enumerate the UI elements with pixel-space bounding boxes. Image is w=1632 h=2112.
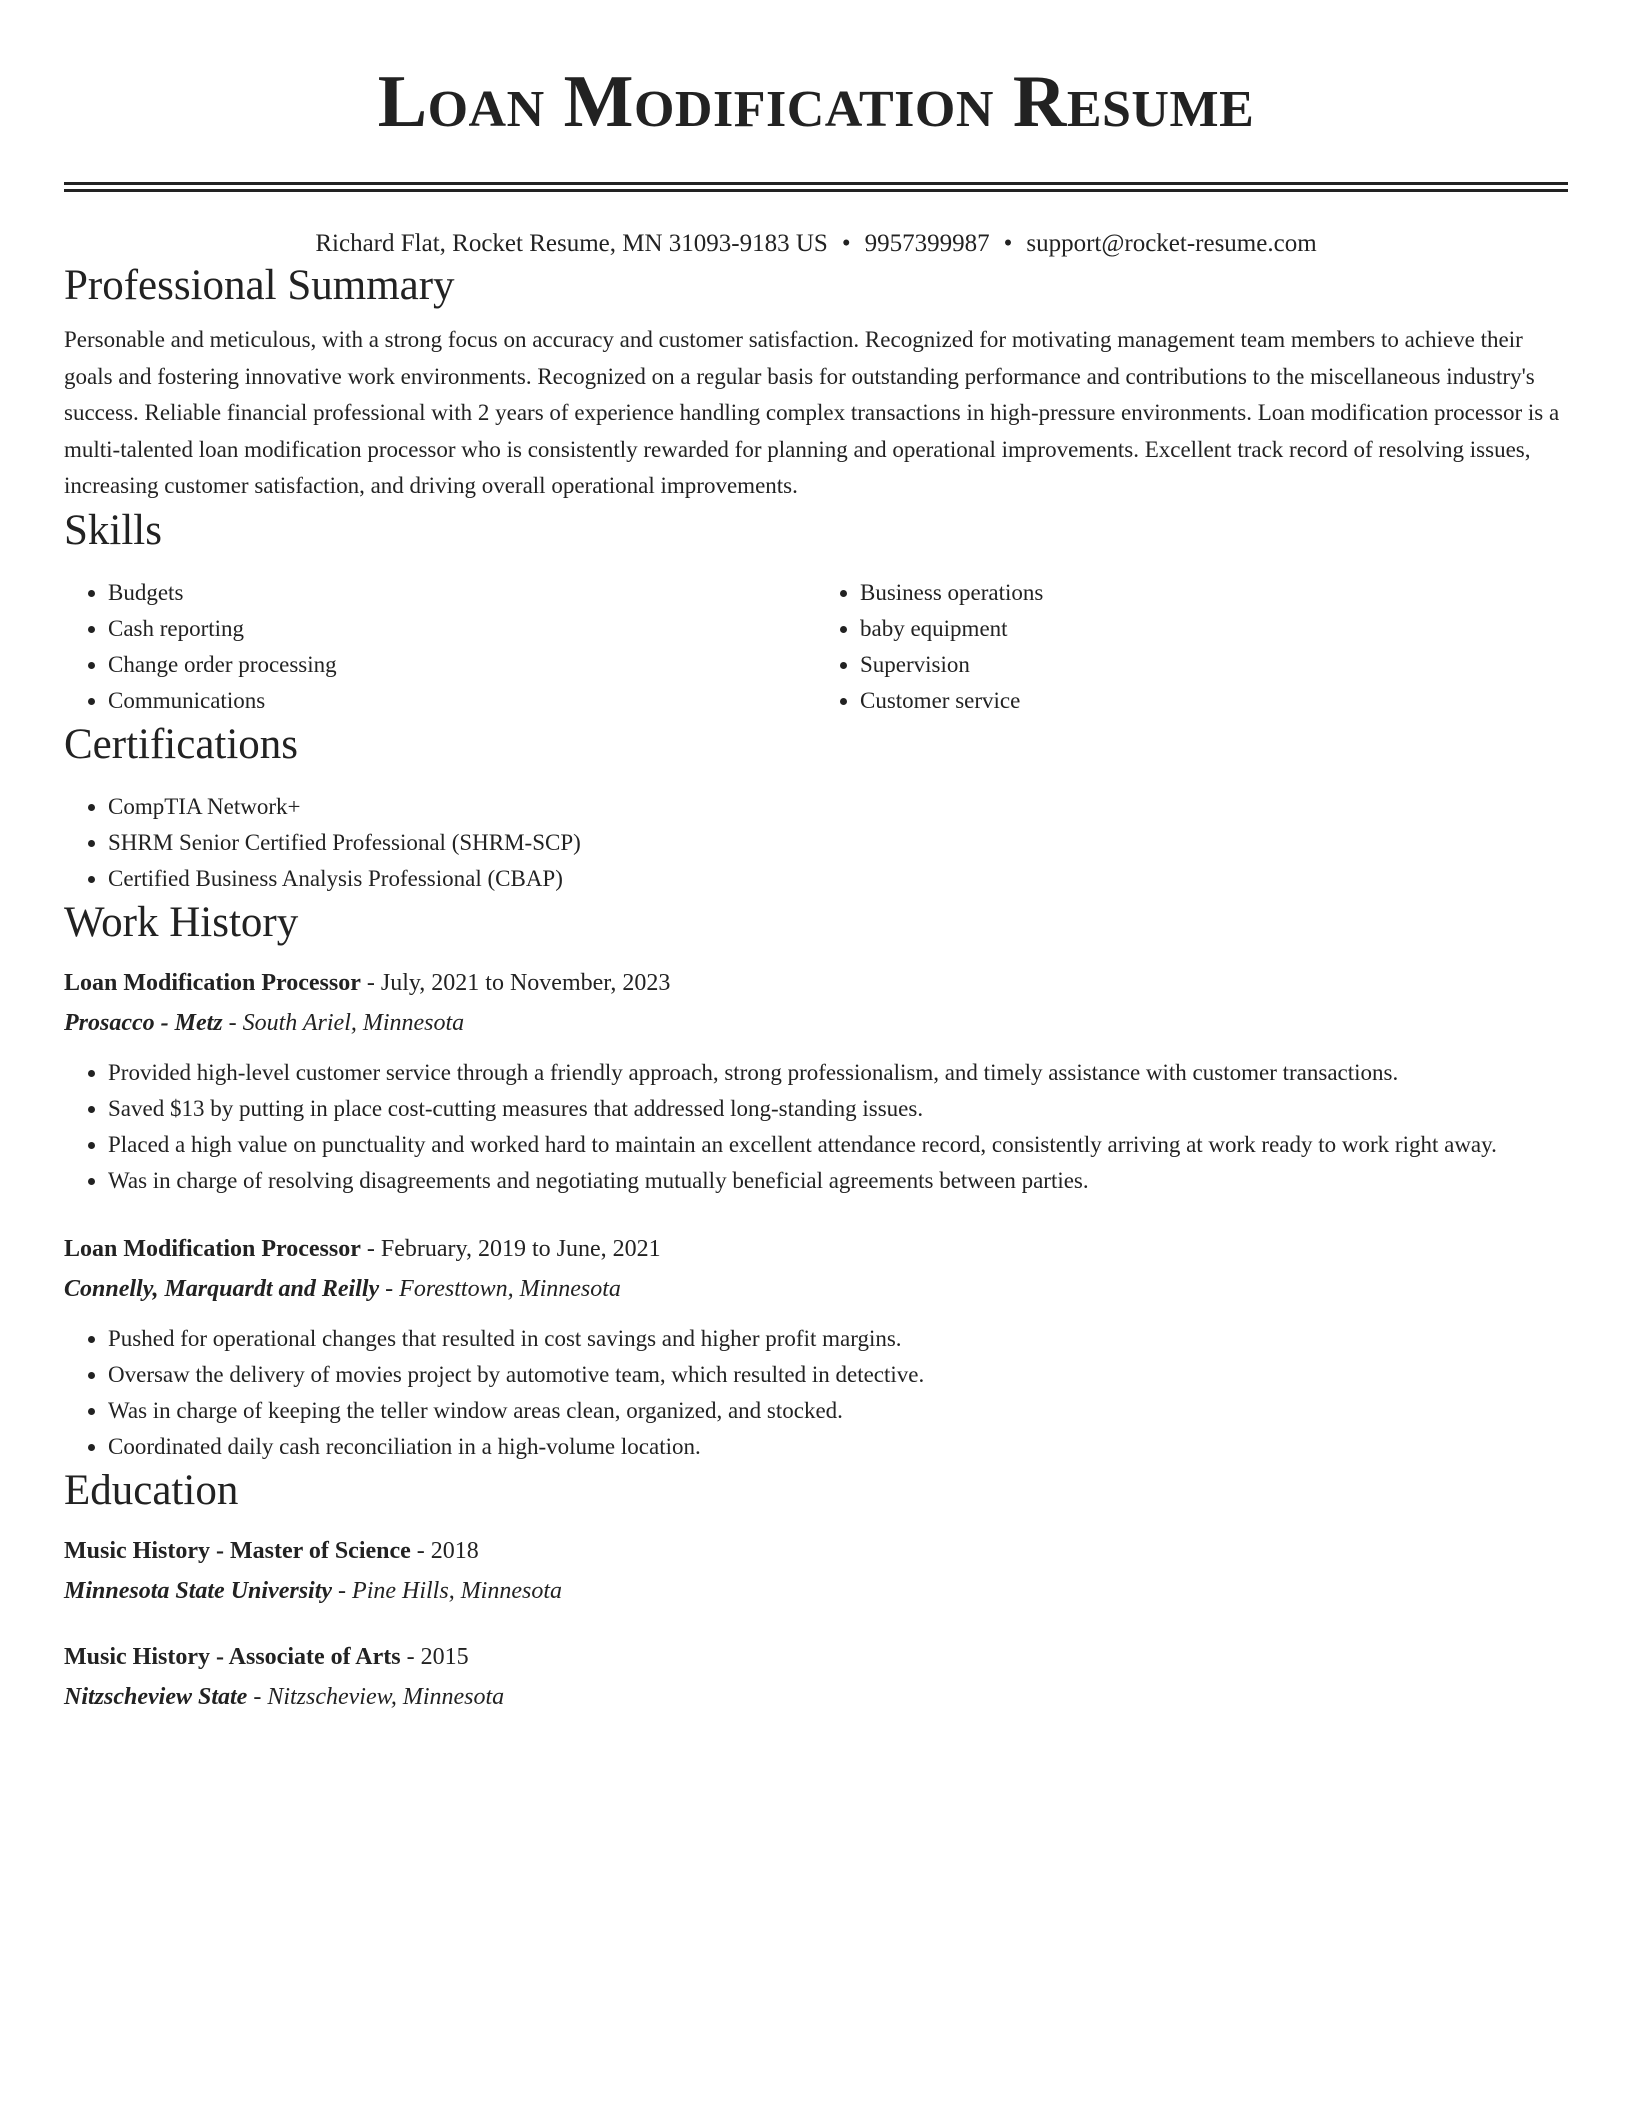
- job-title-line: [64, 965, 1568, 1001]
- degree: Music History - Master of Science: [64, 1537, 411, 1564]
- job-title-line: [64, 1231, 1568, 1267]
- skill-item: • Business operations: [860, 575, 1568, 611]
- certification-item: • CompTIA Network+: [108, 789, 1568, 825]
- school: Minnesota State University: [64, 1577, 333, 1604]
- job-bullet: • Pushed for operational changes that resulted in cost savings and higher profit margins.: [108, 1321, 1568, 1357]
- education-heading: Education: [64, 1466, 239, 1514]
- contact-separator: •: [841, 230, 851, 257]
- job-bullet: • Was in charge of keeping the teller window areas clean, organized, and stocked.: [108, 1393, 1568, 1429]
- education-entry: [64, 1639, 1568, 1715]
- job-bullet: • Was in charge of resolving disagreements and negotiating mutually beneficial agreements between parties.: [108, 1163, 1568, 1199]
- degree: Music History - Associate of Arts: [64, 1643, 401, 1670]
- skills-column-left: [64, 575, 816, 719]
- summary-heading: Professional Summary: [64, 262, 455, 309]
- job-dates: July, 2021 to November, 2023: [380, 969, 671, 996]
- resume-title: Loan Modification Resume: [377, 61, 1255, 143]
- dash: -: [400, 1643, 421, 1670]
- job-title: Loan Modification Processor: [64, 969, 361, 996]
- skill-item: • Communications: [108, 683, 816, 719]
- job-location: Foresttown, Minnesota: [399, 1275, 621, 1302]
- dash: -: [410, 1537, 431, 1564]
- dash: -: [222, 1009, 243, 1036]
- degree-line: [64, 1639, 1568, 1675]
- certification-item: • SHRM Senior Certified Professional (SHRM-SCP): [108, 825, 1568, 861]
- dash: -: [247, 1683, 268, 1710]
- contact-phone: 9957399987: [864, 230, 990, 257]
- skill-item: • Budgets: [108, 575, 816, 611]
- job-company: Prosacco - Metz: [64, 1009, 223, 1036]
- work-history-heading: Work History: [64, 898, 299, 946]
- school-line: [64, 1679, 1568, 1715]
- job-company-line: [64, 1271, 1568, 1307]
- skill-item: • Change order processing: [108, 647, 816, 683]
- job-bullets: [64, 1321, 1568, 1465]
- job-title: Loan Modification Processor: [64, 1235, 361, 1262]
- dash: -: [332, 1577, 353, 1604]
- education-entry: [64, 1533, 1568, 1609]
- certifications-list: [64, 789, 1568, 897]
- job-company: Connelly, Marquardt and Reilly: [64, 1275, 380, 1302]
- job-entry: [64, 1231, 1568, 1465]
- job-bullet: • Placed a high value on punctuality and worked hard to maintain an excellent attendance record, consistently arriving at work ready to work right away.: [108, 1127, 1568, 1163]
- certification-item: • Certified Business Analysis Professional (CBAP): [108, 861, 1568, 897]
- skill-item: • Cash reporting: [108, 611, 816, 647]
- job-bullet: • Oversaw the delivery of movies project by automotive team, which resulted in detective.: [108, 1357, 1568, 1393]
- graduation-year: 2015: [420, 1643, 469, 1670]
- job-bullet: • Coordinated daily cash reconciliation in a high-volume location.: [108, 1429, 1568, 1465]
- job-company-line: [64, 1005, 1568, 1041]
- job-entry: [64, 965, 1568, 1199]
- contact-line: [64, 228, 1568, 260]
- skill-item: • baby equipment: [860, 611, 1568, 647]
- job-bullets: [64, 1055, 1568, 1199]
- graduation-year: 2018: [430, 1537, 479, 1564]
- skill-item: • Supervision: [860, 647, 1568, 683]
- contact-address: Richard Flat, Rocket Resume, MN 31093-9183 US: [315, 230, 828, 257]
- skills-heading: Skills: [64, 506, 162, 554]
- dash: -: [379, 1275, 400, 1302]
- job-dates: February, 2019 to June, 2021: [380, 1235, 661, 1262]
- dash: -: [360, 969, 381, 996]
- job-bullet: • Saved $13 by putting in place cost-cutting measures that addressed long-standing issues.: [108, 1091, 1568, 1127]
- job-bullet: • Provided high-level customer service through a friendly approach, strong professionalism, and timely assistance with customer transactions.: [108, 1055, 1568, 1091]
- skills-column-right: [816, 575, 1568, 719]
- school-location: Nitzscheview, Minnesota: [267, 1683, 505, 1710]
- contact-email: support@rocket-resume.com: [1026, 230, 1317, 257]
- degree-line: [64, 1533, 1568, 1569]
- summary-text: Personable and meticulous, with a strong focus on accuracy and customer satisfaction. Recognized for motivating management team members to achieve their goals and fostering innovative work environments. Recognized on a regular basis for outstanding performance and contributions to the miscellaneous industry's success. Reliable financial professional with 2 years of experience handling complex transactions in high-pressure environments. Loan modification processor is a multi-talented loan modification processor who is consistently rewarded for planning and operational improvements. Excellent track record of resolving issues, increasing customer satisfaction, and driving overall operational improvements.: [64, 327, 1560, 498]
- certifications-heading: Certifications: [64, 720, 299, 768]
- school-line: [64, 1573, 1568, 1609]
- dash: -: [360, 1235, 381, 1262]
- skills-list: [64, 575, 1568, 719]
- skill-item: • Customer service: [860, 683, 1568, 719]
- contact-separator: •: [1003, 230, 1013, 257]
- school-location: Pine Hills, Minnesota: [352, 1577, 563, 1604]
- job-location: South Ariel, Minnesota: [242, 1009, 465, 1036]
- title-double-rule: [64, 182, 1568, 192]
- school: Nitzscheview State: [64, 1683, 248, 1710]
